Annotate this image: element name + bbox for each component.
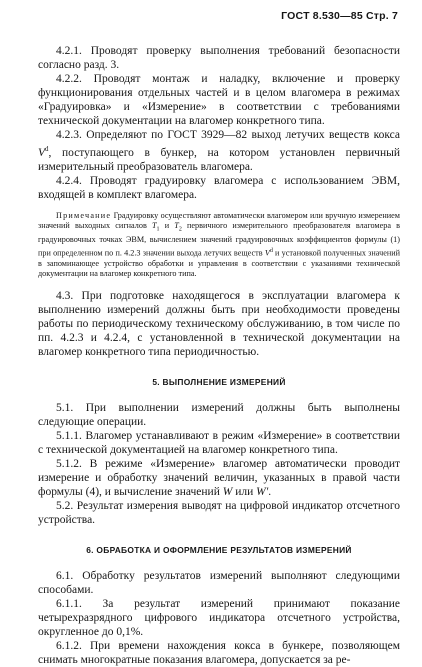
note-text-a: Градуировку осуществляют автоматически влагомером или вручную измерением значений выходных сигналов xyxy=(38,210,400,231)
volatile-matter-symbol: V xyxy=(38,146,46,159)
note-text xyxy=(38,211,400,280)
paragraph-6-1-1: 6.1.1. За результат измерений принимают показание четырехразрядного цифрового индикатора отсчетного устройства, округленное до 0,1%. xyxy=(38,597,400,638)
paragraph-5-1-2 xyxy=(38,457,400,499)
paragraph-5-2: 5.2. Результат измерения выводят на цифровой индикатор отсчетного устройства. xyxy=(38,499,400,526)
paragraph-5-1-2-text: 5.1.2. В режиме «Измерение» влагомер автоматически проводит измерение и обработку значений величин, указанных в правой части формулы (4), и вычисление значений xyxy=(38,457,400,498)
paragraph-5-1: 5.1. При выполнении измерений должны быть выполнены следующие операции. xyxy=(38,401,400,428)
note-and: и xyxy=(159,221,175,231)
note-lead: Примечание xyxy=(56,210,112,220)
section-heading-6: 6. ОБРАБОТКА И ОФОРМЛЕНИЕ РЕЗУЛЬТАТОВ ИЗМЕРЕНИЙ xyxy=(86,544,352,555)
volatile-matter-superscript: d xyxy=(45,145,49,153)
moisture-w-symbol: W xyxy=(222,485,233,498)
paragraph-6-1: 6.1. Обработку результатов измерений выполняют следующими способами. xyxy=(38,569,400,596)
paragraph-6-1-2: 6.1.2. При времени нахождения кокса в бункере, позволяющем снимать многократные показания влагомера, допускается за ре- xyxy=(38,639,400,666)
note-text-c: и установкой полученных значений в запоминающее устройство обработки и управления в соответствии с указаниями технической документации на влагомер конкретного типа. xyxy=(38,248,400,279)
signal-t1-symbol: T xyxy=(151,221,157,231)
signal-t2-symbol: T xyxy=(174,221,179,231)
page-header: ГОСТ 8.530—85 Стр. 7 xyxy=(281,10,398,22)
note-volatile-superscript: d xyxy=(269,247,273,254)
signal-t2-subscript: 2 xyxy=(178,226,182,233)
paragraph-4-2-4: 4.2.4. Проводят градуировку влагомера с использованием ЭВМ, входящей в комплект влагомера. xyxy=(38,174,400,201)
paragraph-4-2-1: 4.2.1. Проводят проверку выполнения требований безопасности согласно разд. 3. xyxy=(38,45,400,71)
paragraph-4-2-3-text-b: , поступающего в бункер, на котором установлен первичный измерительный преобразователь влагомера. xyxy=(38,146,400,173)
section-heading-5: 5. ВЫПОЛНЕНИЕ ИЗМЕРЕНИЙ xyxy=(152,376,286,387)
note-block xyxy=(38,211,400,280)
paragraph-5-1-2-or: или xyxy=(232,485,257,498)
moisture-w-prime-symbol: W′ xyxy=(256,485,269,498)
page-body xyxy=(38,44,400,667)
paragraph-4-3: 4.3. При подготовке находящегося в эксплуатации влагомера к выполнению измерений должны быть при необходимости проведены работы по периодическому техническому обслуживанию, в том числе по пп. 4.2.3 и 4.2.4, с установленной в технической документации на влагомер конкретного типа периодичностью. xyxy=(38,289,400,358)
paragraph-4-2-2: 4.2.2. Проводят монтаж и наладку, включение и проверку функционирования отдельных частей и в целом влагомера в режимах «Градуировка» и «Измерение» в соответствии с требованиями технической документации на влагомер конкретного типа. xyxy=(38,73,400,127)
paragraph-5-1-2-end: . xyxy=(268,485,272,498)
note-volatile-symbol: V xyxy=(264,248,270,258)
paragraph-4-2-3-text-a: 4.2.3. Определяют по ГОСТ 3929—82 выход летучих веществ кокса xyxy=(56,129,400,141)
note-text-b: первичного измерительного преобразователя влагомера в градуировочных точках ЭВМ, вычислением значений градуировочных коэффициентов формулы (1) при определенном по п. 4.2.3 значении выхода летучих веществ xyxy=(38,221,400,258)
signal-t1-subscript: 1 xyxy=(156,226,160,233)
paragraph-4-2-3 xyxy=(38,128,400,174)
paragraph-5-1-1: 5.1.1. Влагомер устанавливают в режим «Измерение» в соответствии с технической документацией на влагомер конкретного типа. xyxy=(38,429,400,456)
